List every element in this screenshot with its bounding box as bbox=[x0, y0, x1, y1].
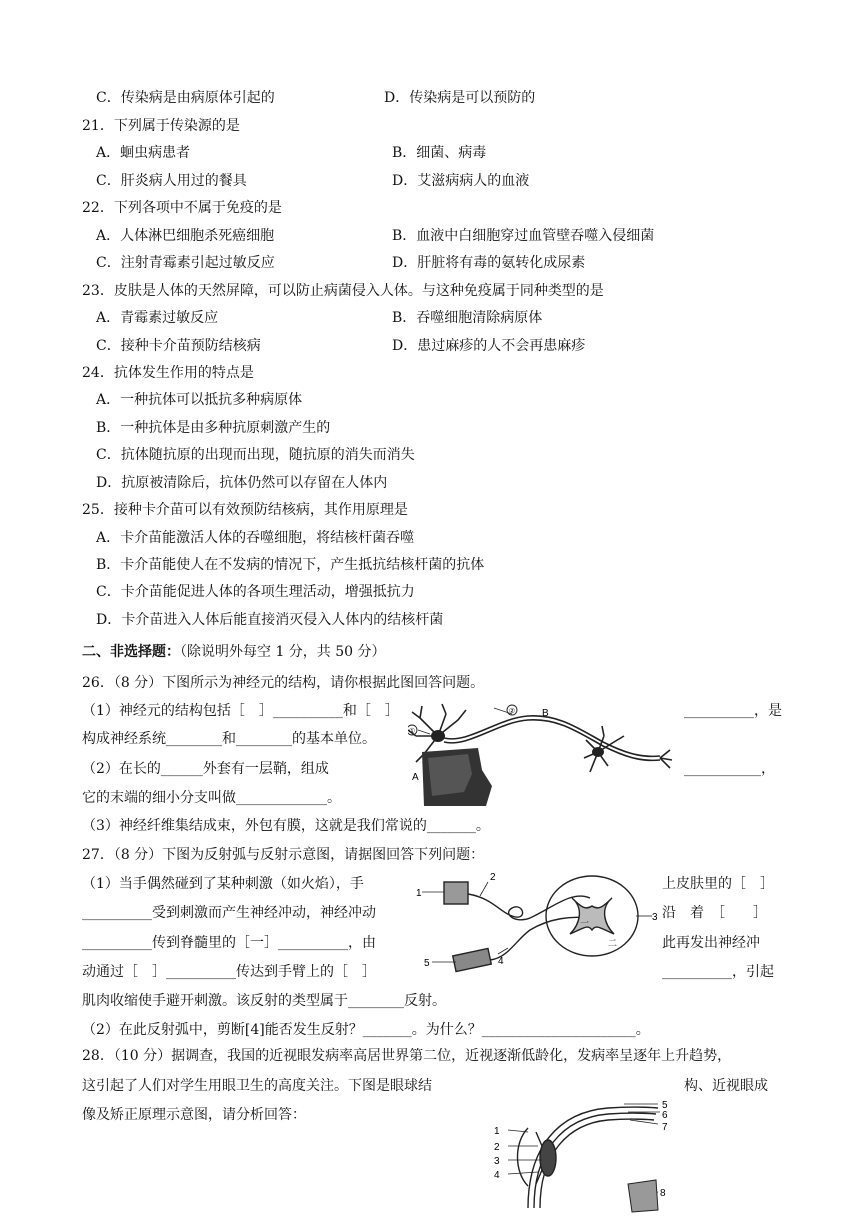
neuron-diagram bbox=[408, 696, 676, 808]
reflex-label-middle: 一 bbox=[580, 918, 590, 928]
q21-option-c: C．肝炎病人用过的餐具 bbox=[96, 173, 247, 189]
q25-option-c: C．卡介苗能促进人体的各项生理活动，增强抵抗力 bbox=[96, 584, 415, 600]
q21-stem: 21．下列属于传染源的是 bbox=[82, 118, 240, 134]
q25-stem: 25．接种卡介苗可以有效预防结核病，其作用原理是 bbox=[82, 502, 408, 518]
eye-label-2: 2 bbox=[494, 1142, 500, 1153]
eye-label-5: 5 bbox=[662, 1100, 668, 1111]
neuron-label-2: ② bbox=[508, 708, 516, 715]
q20-option-c: C．传染病是由病原体引起的 bbox=[96, 90, 275, 106]
eye-label-3: 3 bbox=[494, 1156, 500, 1167]
q21-option-b: B．细菌、病毒 bbox=[392, 145, 487, 161]
q26-stem: 26．（8 分）下图所示为神经元的结构，请你根据此图回答问题。 bbox=[82, 675, 485, 691]
q27-part1-line2-right: 沿 着 ［ ］ bbox=[662, 905, 767, 921]
reflex-label-right: 二 bbox=[608, 938, 618, 948]
q22-option-c: C．注射青霉素引起过敏反应 bbox=[96, 255, 275, 271]
q28-line2-left: 这引起了人们对学生用眼卫生的高度关注。下图是眼球结 bbox=[82, 1078, 432, 1094]
q22-option-d: D．肝脏将有毒的氨转化成尿素 bbox=[392, 255, 586, 271]
q27-part2: （2）在此反射弧中，剪断[4]能否发生反射？_______。为什么？______________________。 bbox=[82, 1022, 650, 1038]
eye-label-7: 7 bbox=[662, 1122, 668, 1133]
eye-label-6: 6 bbox=[662, 1110, 668, 1121]
q24-option-d: D．抗原被清除后，抗体仍然可以存留在人体内 bbox=[96, 475, 388, 491]
reflex-arc-diagram bbox=[412, 868, 660, 978]
q25-option-a: A．卡介苗能激活人体的吞噬细胞，将结核杆菌吞噬 bbox=[96, 530, 415, 546]
q27-part1-line1-left: （1）当手偶然碰到了某种刺激（如火焰），手 bbox=[82, 876, 364, 892]
q24-option-a: A．一种抗体可以抵抗多种病原体 bbox=[96, 392, 303, 408]
reflex-label-3: 3 bbox=[652, 912, 658, 923]
q23-stem: 23．皮肤是人体的天然屏障，可以防止病菌侵入人体。与这种免疫属于同种类型的是 bbox=[82, 283, 604, 299]
neuron-label-1: ① bbox=[408, 728, 416, 735]
q21-option-a: A．蛔虫病患者 bbox=[96, 145, 191, 161]
q27-stem: 27．（8 分）下图为反射弧与反射示意图，请据图回答下列问题： bbox=[82, 847, 485, 863]
q21-option-d: D．艾滋病病人的血液 bbox=[392, 173, 530, 189]
q23-option-d: D．患过麻疹的人不会再患麻疹 bbox=[392, 338, 586, 354]
q23-option-b: B．吞噬细胞清除病原体 bbox=[392, 310, 543, 326]
q26-part2-cont: 它的末端的细小分支叫做_____________。 bbox=[82, 790, 341, 806]
eye-label-4: 4 bbox=[494, 1170, 500, 1181]
q22-option-b: B．血液中白细胞穿过血管壁吞噬入侵细菌 bbox=[392, 228, 655, 244]
q26-part1-right: __________，是 bbox=[684, 703, 782, 719]
section-heading bbox=[82, 642, 386, 662]
section-title: 二、非选择题： bbox=[82, 644, 180, 660]
section-note: （除说明外每空 1 分，共 50 分） bbox=[180, 644, 386, 660]
q22-stem: 22．下列各项中不属于免疫的是 bbox=[82, 200, 282, 216]
q20-option-d: D．传染病是可以预防的 bbox=[384, 90, 536, 106]
q23-option-c: C．接种卡介苗预防结核病 bbox=[96, 338, 261, 354]
q27-part1-line1-right: 上皮肤里的［ ］ bbox=[662, 876, 774, 892]
reflex-label-2: 2 bbox=[490, 872, 496, 883]
eyeball-diagram bbox=[488, 1088, 688, 1216]
q22-option-a: A．人体淋巴细胞杀死癌细胞 bbox=[96, 228, 275, 244]
q25-option-d: D．卡介苗进入人体后能直接消灭侵入人体内的结核杆菌 bbox=[96, 612, 444, 628]
q28-stem: 28．（10 分）据调查，我国的近视眼发病率高居世界第二位，近视逐渐低龄化，发病率呈逐年上升趋势， bbox=[82, 1048, 732, 1064]
q27-part1-line4-right: __________，引起 bbox=[662, 964, 774, 980]
q25-option-b: B．卡介苗能使人在不发病的情况下，产生抵抗结核杆菌的抗体 bbox=[96, 557, 485, 573]
q26-part3: （3）神经纤维集结成束，外包有膜，这就是我们常说的_______。 bbox=[82, 818, 490, 834]
q24-stem: 24．抗体发生作用的特点是 bbox=[82, 365, 254, 381]
q27-part1-line2-left: __________受到刺激而产生神经冲动，神经冲动 bbox=[82, 905, 376, 921]
q24-option-c: C．抗体随抗原的出现而出现，随抗原的消失而消失 bbox=[96, 447, 415, 463]
q26-part2-right: ___________， bbox=[684, 761, 775, 777]
reflex-label-5: 5 bbox=[424, 958, 430, 969]
q27-part1-line5: 肌肉收缩使手避开刺激。该反射的类型属于________反射。 bbox=[82, 993, 446, 1009]
q26-part2-left: （2）在长的______外套有一层鞘，组成 bbox=[82, 761, 329, 777]
reflex-label-4: 4 bbox=[498, 956, 504, 967]
q24-option-b: B．一种抗体是由多种抗原刺激产生的 bbox=[96, 420, 331, 436]
q23-option-a: A．青霉素过敏反应 bbox=[96, 310, 219, 326]
q26-part1-cont: 构成神经系统________和________的基本单位。 bbox=[82, 731, 376, 747]
neuron-label-a: A bbox=[412, 772, 419, 783]
reflex-label-1: 1 bbox=[416, 888, 422, 899]
q27-part1-line3-left: __________传到脊髓里的［一］__________，由 bbox=[82, 935, 376, 951]
q27-part1-line3-right: 此再发出神经冲 bbox=[662, 935, 760, 951]
q28-line2-right: 构、近视眼成 bbox=[684, 1078, 768, 1094]
q26-part1-left: （1）神经元的结构包括［ ］__________和［ ］ bbox=[82, 703, 399, 719]
q28-line3: 像及矫正原理示意图，请分析回答： bbox=[82, 1107, 306, 1123]
q27-part1-line4-left: 动通过［ ］__________传达到手臂上的［ ］ bbox=[82, 964, 376, 980]
eye-label-1: 1 bbox=[494, 1126, 500, 1137]
eye-label-8: 8 bbox=[660, 1188, 666, 1199]
neuron-label-b: B bbox=[542, 708, 549, 719]
